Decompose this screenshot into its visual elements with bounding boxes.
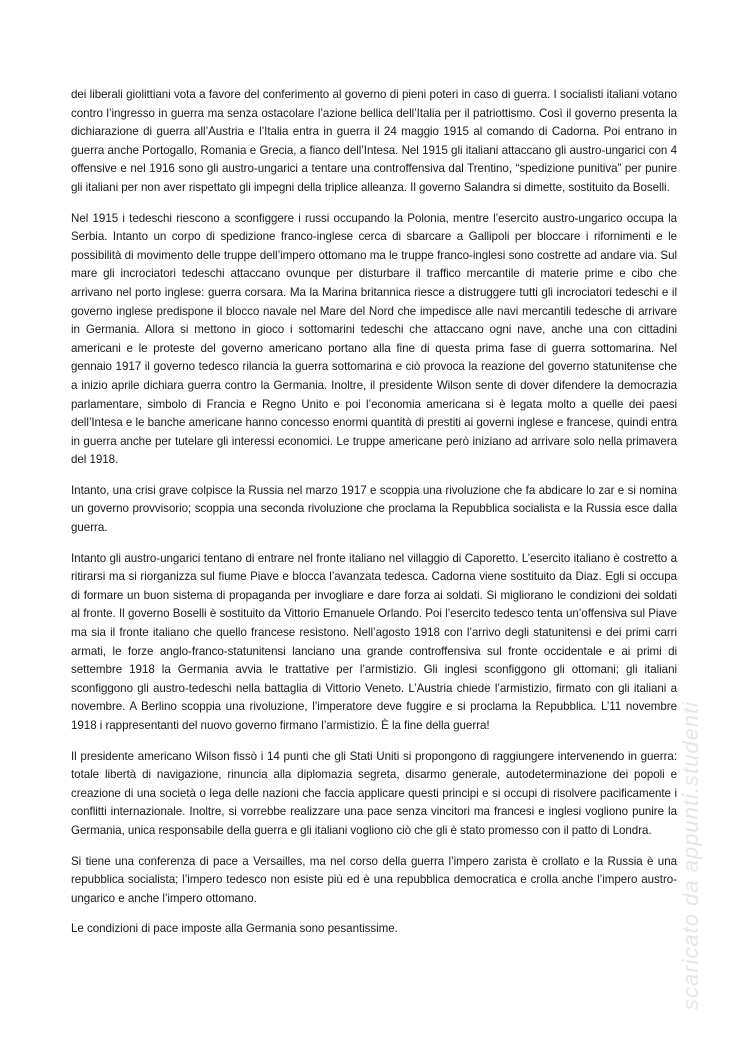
paragraph-5: Il presidente americano Wilson fissò i 14 punti che gli Stati Uniti si propongono di raggiungere intervenendo in guerra: totale libertà di navigazione, rinuncia alla diplomazia segreta, disarmo generale, autodeterminazione dei popoli e creazione di una società o lega delle nazioni che faccia applicare questi principi e si occupi di risolvere pacificamente i conflitti internazionale. Inoltre, si vorrebbe realizzare una pace senza vincitori ma francesi e inglesi vogliono punire la Germania, unica responsabile della guerra e gli italiani vogliono ciò che gli è stato promesso con il patto di Londra.	[71, 749, 677, 837]
paragraph-4: Intanto gli austro-ungarici tentano di entrare nel fronte italiano nel villaggio di Caporetto. L’esercito italiano è costretto a ritirarsi ma si riorganizza sul fiume Piave e blocca l’avanzata tedesca. Cadorna viene sostituito da Diaz. Egli si occupa di formare un buon sistema di propaganda per invogliare e dare forza ai soldati. Si migliorano le condizioni dei soldati al fronte. Il governo Boselli è sostituito da Vittorio Emanuele Orlando. Poi l’esercito tedesco tenta un’offensiva sul Piave ma sia il fronte italiano che quello francese resistono. Nell’agosto 1918 con l’arrivo degli statunitensi e dei primi carri armati, le forze anglo-franco-statunitensi lanciano una grande controffensiva sul fronte occidentale e ai primi di settembre 1918 la Germania avvia le trattative per l’armistizio. Gli inglesi sconfiggono gli ottomani; gli italiani sconfiggono gli austro-tedeschi nella battaglia di Vittorio Veneto. L’Austria chiede l’armistizio, firmato con gli italiani a novembre. A Berlino scoppia una rivoluzione, l’imperatore deve fuggire e si proclama la Repubblica. L’11 novembre 1918 i rappresentanti del nuovo governo firmano l’armistizio. È la fine della guerra!	[71, 551, 677, 732]
paragraph-3: Intanto, una crisi grave colpisce la Russia nel marzo 1917 e scoppia una rivoluzione che fa abdicare lo zar e si nomina un governo provvisorio; scoppia una seconda rivoluzione che proclama la Repubblica socialista e la Russia esce dalla guerra.	[71, 483, 677, 535]
document-body	[71, 86, 677, 951]
side-watermark: scaricato da appunti.studenti	[678, 700, 703, 1010]
paragraph-6: Si tiene una conferenza di pace a Versailles, ma nel corso della guerra l’impero zarista è crollato e la Russia è una repubblica socialista; l’impero tedesco non esiste più ed è una repubblica democratica e crolla anche l’impero austro-ungarico e anche l’impero ottomano.	[71, 854, 677, 905]
paragraph-1: dei liberali giolittiani vota a favore del conferimento al governo di pieni poteri in caso di guerra. I socialisti italiani votano contro l’ingresso in guerra ma senza ostacolare l’azione bellica dell’Italia per il patriottismo. Così il governo presenta la dichiarazione di guerra all’Austria e l’Italia entra in guerra il 24 maggio 1915 al comando di Cadorna. Poi entrano in guerra anche Portogallo, Romania e Grecia, a fianco dell’Intesa. Nel 1915 gli italiani attaccano gli austro-ungarici con 4 offensive e nel 1916 sono gli austro-ungarici a tentare una controffensiva dal Trentino, “spedizione punitiva” per punire gli italiani per non aver rispettato gli impegni della triplice alleanza. Il governo Salandra si dimette, sostituito da Boselli.	[71, 88, 677, 194]
paragraph-7: Le condizioni di pace imposte alla Germania sono pesantissime.	[71, 922, 398, 936]
paragraph-2: Nel 1915 i tedeschi riescono a sconfiggere i russi occupando la Polonia, mentre l’esercito austro-ungarico occupa la Serbia. Intanto un corpo di spedizione franco-inglese cerca di sbarcare a Gallipoli per bloccare i rifornimenti e le possibilità di movimento delle truppe dell’impero ottomano ma le truppe franco-inglesi sono costrette ad andare via. Sul mare gli incrociatori tedeschi attaccano ovunque per disturbare il traffico mercantile di materie prime e cibo che arrivano nel porto inglese: guerra corsara. Ma la Marina britannica riesce a distruggere tutti gli incrociatori tedeschi e il governo inglese predispone il blocco navale nel Mare del Nord che impedisce alle navi mercantili tedesche di arrivare in Germania. Allora si mettono in gioco i sottomarini tedeschi che attaccano ogni nave, anche una con cittadini americani e le proteste del governo americano portano alla fine di questa prima fase di guerra sottomarina. Nel gennaio 1917 il governo tedesco rilancia la guerra sottomarina e ciò provoca la reazione del governo statunitense che a inizio aprile dichiara guerra contro la Germania. Inoltre, il presidente Wilson sente di dover difendere la democrazia parlamentare, simbolo di Francia e Regno Unito e poi l’economia americana si è legata molto a quelle dei paesi dell’Intesa e le banche americane hanno concesso enormi quantità di prestiti ai governi inglese e francese, quindi entra in guerra anche per tutelare gli interessi economici. Le truppe americane però iniziano ad arrivare solo nella primavera del 1918.	[71, 211, 677, 467]
